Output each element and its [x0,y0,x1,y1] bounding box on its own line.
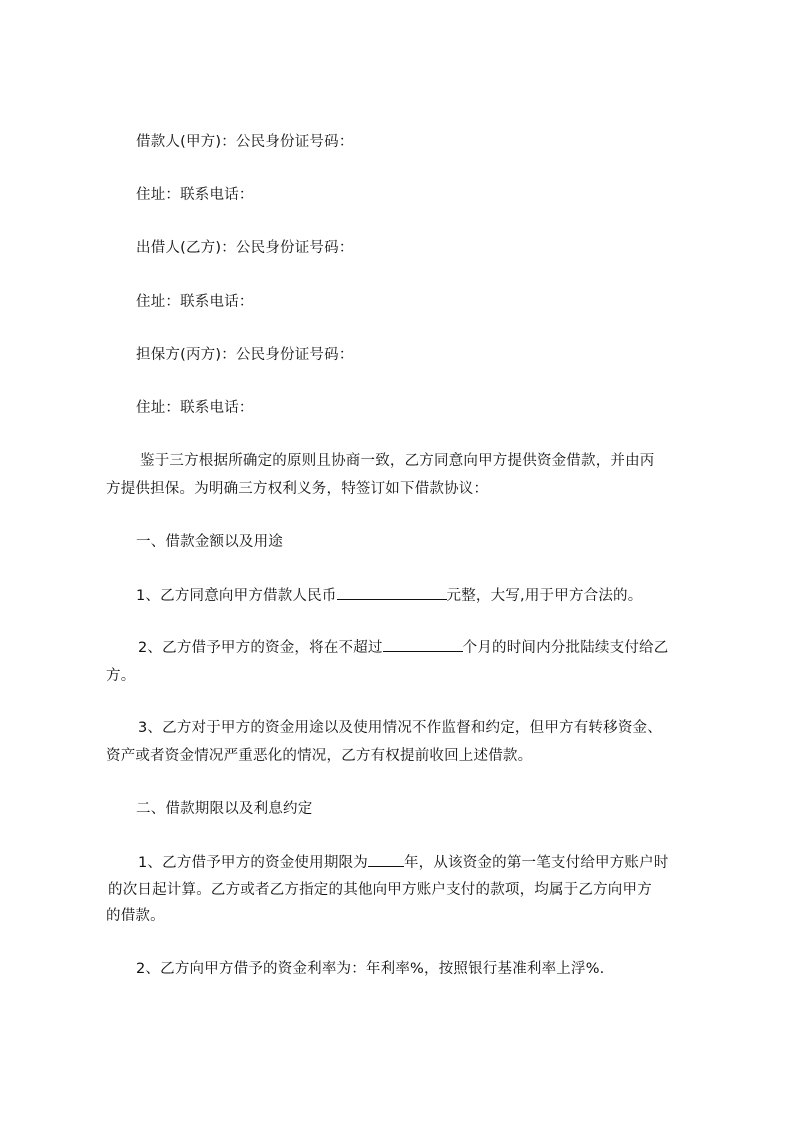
years-blank [368,853,404,867]
section-1-item-3-line-2: 资产或者资金情况严重恶化的情况，乙方有权提前收回上述借款。 [106,748,533,764]
section-2-item-1-line-2: 的次日起计算。乙方或者乙方指定的其他向甲方账户支付的款项，均属于乙方向甲方 [108,882,652,898]
guarantor-address: 住址：联系电话： [136,400,254,416]
item-text: 1、乙方借予甲方的资金使用期限为 [138,855,368,871]
preamble-line-1: 鉴于三方根据所确定的原则且协商一致，乙方同意向甲方提供资金借款，并由丙 [140,453,655,469]
section-2-heading: 二、借款期限以及利息约定 [136,801,313,817]
preamble-line-2: 方提供担保。为明确三方权利义务，特签订如下借款协议： [106,481,489,497]
item-text: 1、乙方同意向甲方借款人民币 [136,588,337,604]
section-1-item-2 [138,638,668,658]
section-1-item-1 [136,586,642,606]
section-2-item-1 [138,853,669,873]
item-text: 年，从该资金的第一笔支付给甲方账户时 [403,855,669,871]
item-text: 2、乙方借予甲方的资金，将在不超过 [138,640,383,656]
section-1-item-2-line-2: 方。 [106,668,136,684]
lender-info: 出借人(乙方)：公民身份证号码： [136,240,354,256]
item-text: 元整，大写,用于甲方合法的。 [446,588,643,604]
section-1-heading: 一、借款金额以及用途 [136,534,283,550]
section-2-item-2: 2、乙方向甲方借予的资金利率为：年利率%，按照银行基准利率上浮%. [136,961,605,977]
amount-blank [337,586,447,600]
guarantor-info: 担保方(丙方)：公民身份证号码： [136,347,354,363]
borrower-info: 借款人(甲方)：公民身份证号码： [136,134,354,150]
section-2-item-1-line-3: 的借款。 [106,908,165,924]
item-text: 个月的时间内分批陆续支付给乙 [462,640,669,656]
months-blank [383,638,463,652]
section-1-item-3-line-1: 3、乙方对于甲方的资金用途以及使用情况不作监督和约定，但甲方有转移资金、 [138,720,662,736]
lender-address: 住址：联系电话： [136,294,254,310]
borrower-address: 住址：联系电话： [136,187,254,203]
